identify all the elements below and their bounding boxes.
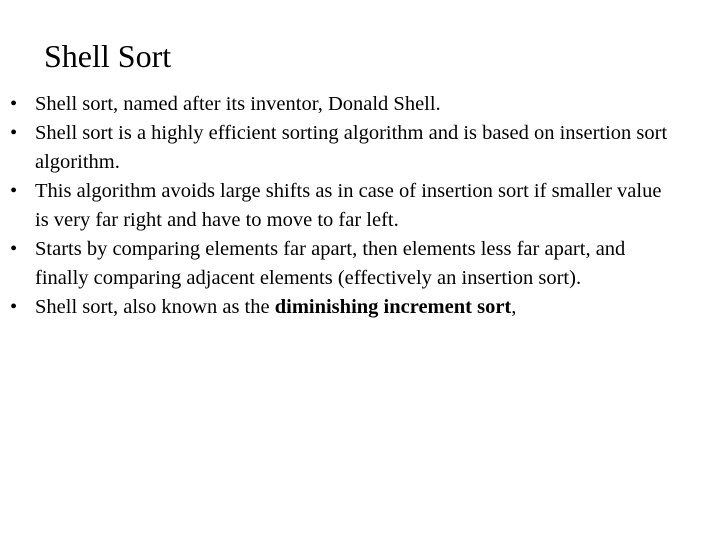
bullet-text-plain: Shell sort, also known as the [35,296,275,318]
bullet-marker: • [10,296,18,318]
bullet-item [10,235,670,293]
bullet-marker: • [10,238,18,260]
bullet-text: This algorithm avoids large shifts as in case of insertion sort if smaller value is very far right and have to move to far left. [35,180,662,231]
bullet-item [10,90,670,119]
bullet-text: Shell sort is a highly efficient sorting algorithm and is based on insertion sort algorithm. [35,122,668,173]
bullet-text [35,293,670,322]
bullet-item [10,119,670,177]
bullet-item [10,293,670,322]
slide-title: Shell Sort [44,38,172,74]
bullet-marker: • [10,93,18,115]
bullet-text-trailing: , [511,296,517,318]
bullet-text-bold: diminishing increment sort [274,296,512,318]
bullet-text: Shell sort, named after its inventor, Donald Shell. [35,93,441,115]
bullet-text: Starts by comparing elements far apart, then elements less far apart, and finally comparing adjacent elements (effectively an insertion sort). [35,238,626,289]
bullet-list [10,90,670,322]
bullet-marker: • [10,122,18,144]
bullet-marker: • [10,180,18,202]
bullet-item [10,177,670,235]
